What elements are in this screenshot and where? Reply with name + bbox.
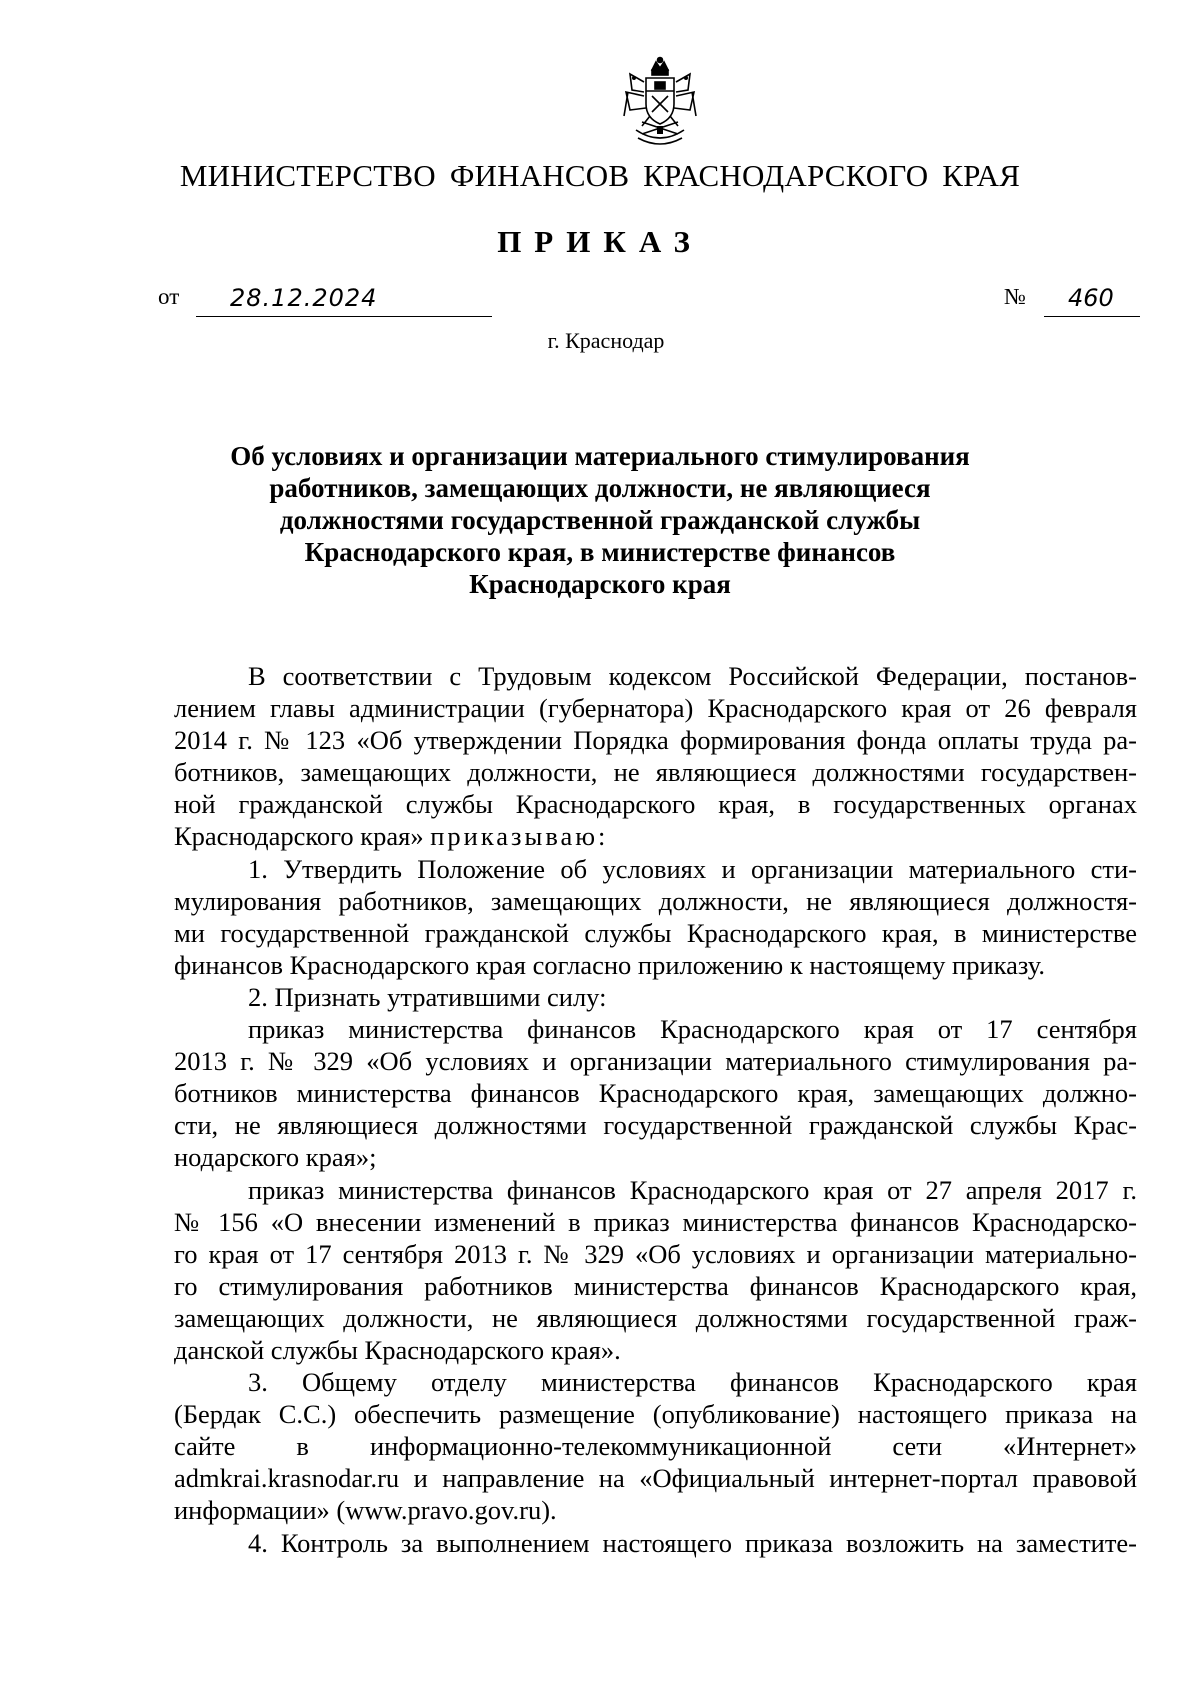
number-underline (1044, 316, 1140, 317)
body-line: мулирования работников, замещающих должности, не являющиеся должностя- (174, 885, 1137, 916)
title-line: Об условиях и организации материального стимулирования (230, 441, 970, 471)
title-line: работников, замещающих должности, не являющиеся (269, 473, 931, 503)
prikazyvayu-word: приказываю: (430, 821, 609, 852)
body-line: нодарского края»; (174, 1142, 377, 1173)
body-line: данской службы Краснодарского края». (174, 1334, 621, 1365)
body-line: приказ министерства финансов Краснодарского края от 17 сентября (248, 1014, 1137, 1045)
body-line: 2014 г. № 123 «Об утверждении Порядка формирования фонда оплаты труда ра- (174, 725, 1137, 756)
body-line-text: Краснодарского края» (174, 821, 424, 852)
handwritten-number: 460 (1068, 284, 1114, 312)
order-title (0, 440, 1200, 600)
body-line: 2. Признать утратившими силу: (248, 981, 607, 1012)
title-line: должностями государственной гражданской службы (279, 505, 921, 535)
body-line: 1. Утвердить Положение об условиях и организации материального сти- (248, 853, 1137, 884)
body-line: сайте в информационно-телекоммуникационной сети «Интернет» (174, 1431, 1137, 1462)
document-type-heading: ПРИКАЗ (497, 224, 703, 259)
title-line: Краснодарского края (469, 569, 731, 599)
body-line: приказ министерства финансов Краснодарского края от 27 апреля 2017 г. (248, 1174, 1137, 1205)
body-line: ми государственной гражданской службы Краснодарского края, в министерстве (174, 917, 1137, 948)
body-line: admkrai.krasnodar.ru и направление на «Официальный интернет-портал правовой (174, 1463, 1137, 1494)
body-line: го стимулирования работников министерства финансов Краснодарского края, (174, 1270, 1137, 1301)
body-line: финансов Краснодарского края согласно приложению к настоящему приказу. (174, 949, 1046, 980)
body-line: (Бердак С.С.) обеспечить размещение (опубликование) настоящего приказа на (174, 1399, 1137, 1430)
body-line-with-order-word (174, 820, 1137, 852)
ministry-name: МИНИСТЕРСТВО ФИНАНСОВ КРАСНОДАРСКОГО КРАЯ (179, 158, 1021, 193)
krasnodar-coat-of-arms-icon (622, 56, 698, 150)
body-line: ботников, замещающих должности, не являющиеся должностями государствен- (174, 757, 1137, 788)
body-line: замещающих должности, не являющиеся должностями государственной граж- (174, 1302, 1137, 1333)
body-line: го края от 17 сентября 2013 г. № 329 «Об условиях и организации материально- (174, 1238, 1137, 1269)
title-line: Краснодарского края, в министерстве финансов (304, 537, 896, 567)
body-line: 2013 г. № 329 «Об условиях и организации материального стимулирования ра- (174, 1046, 1137, 1077)
body-line: 4. Контроль за выполнением настоящего приказа возложить на заместите- (248, 1527, 1137, 1558)
body-line: лением главы администрации (губернатора) Краснодарского края от 26 февраля (174, 693, 1137, 724)
date-underline (196, 316, 492, 317)
number-prefix: № (1004, 284, 1026, 309)
body-line: информации» (www.pravo.gov.ru). (174, 1495, 557, 1526)
body-line: сти, не являющиеся должностями государственной гражданской службы Крас- (174, 1110, 1137, 1141)
body-line: ботников министерства финансов Краснодарского края, замещающих должно- (174, 1078, 1137, 1109)
order-body (174, 660, 1137, 1559)
body-line: В соответствии с Трудовым кодексом Российской Федерации, постанов- (248, 661, 1137, 691)
body-line: ной гражданской службы Краснодарского края, в государственных органах (174, 789, 1137, 820)
handwritten-date: 28.12.2024 (230, 284, 378, 312)
city-label: г. Краснодар (547, 328, 665, 353)
body-line: № 156 «О внесении изменений в приказ министерства финансов Краснодарско- (174, 1206, 1137, 1237)
body-line: 3. Общему отделу министерства финансов Краснодарского края (248, 1367, 1137, 1398)
date-prefix: от (158, 284, 180, 309)
